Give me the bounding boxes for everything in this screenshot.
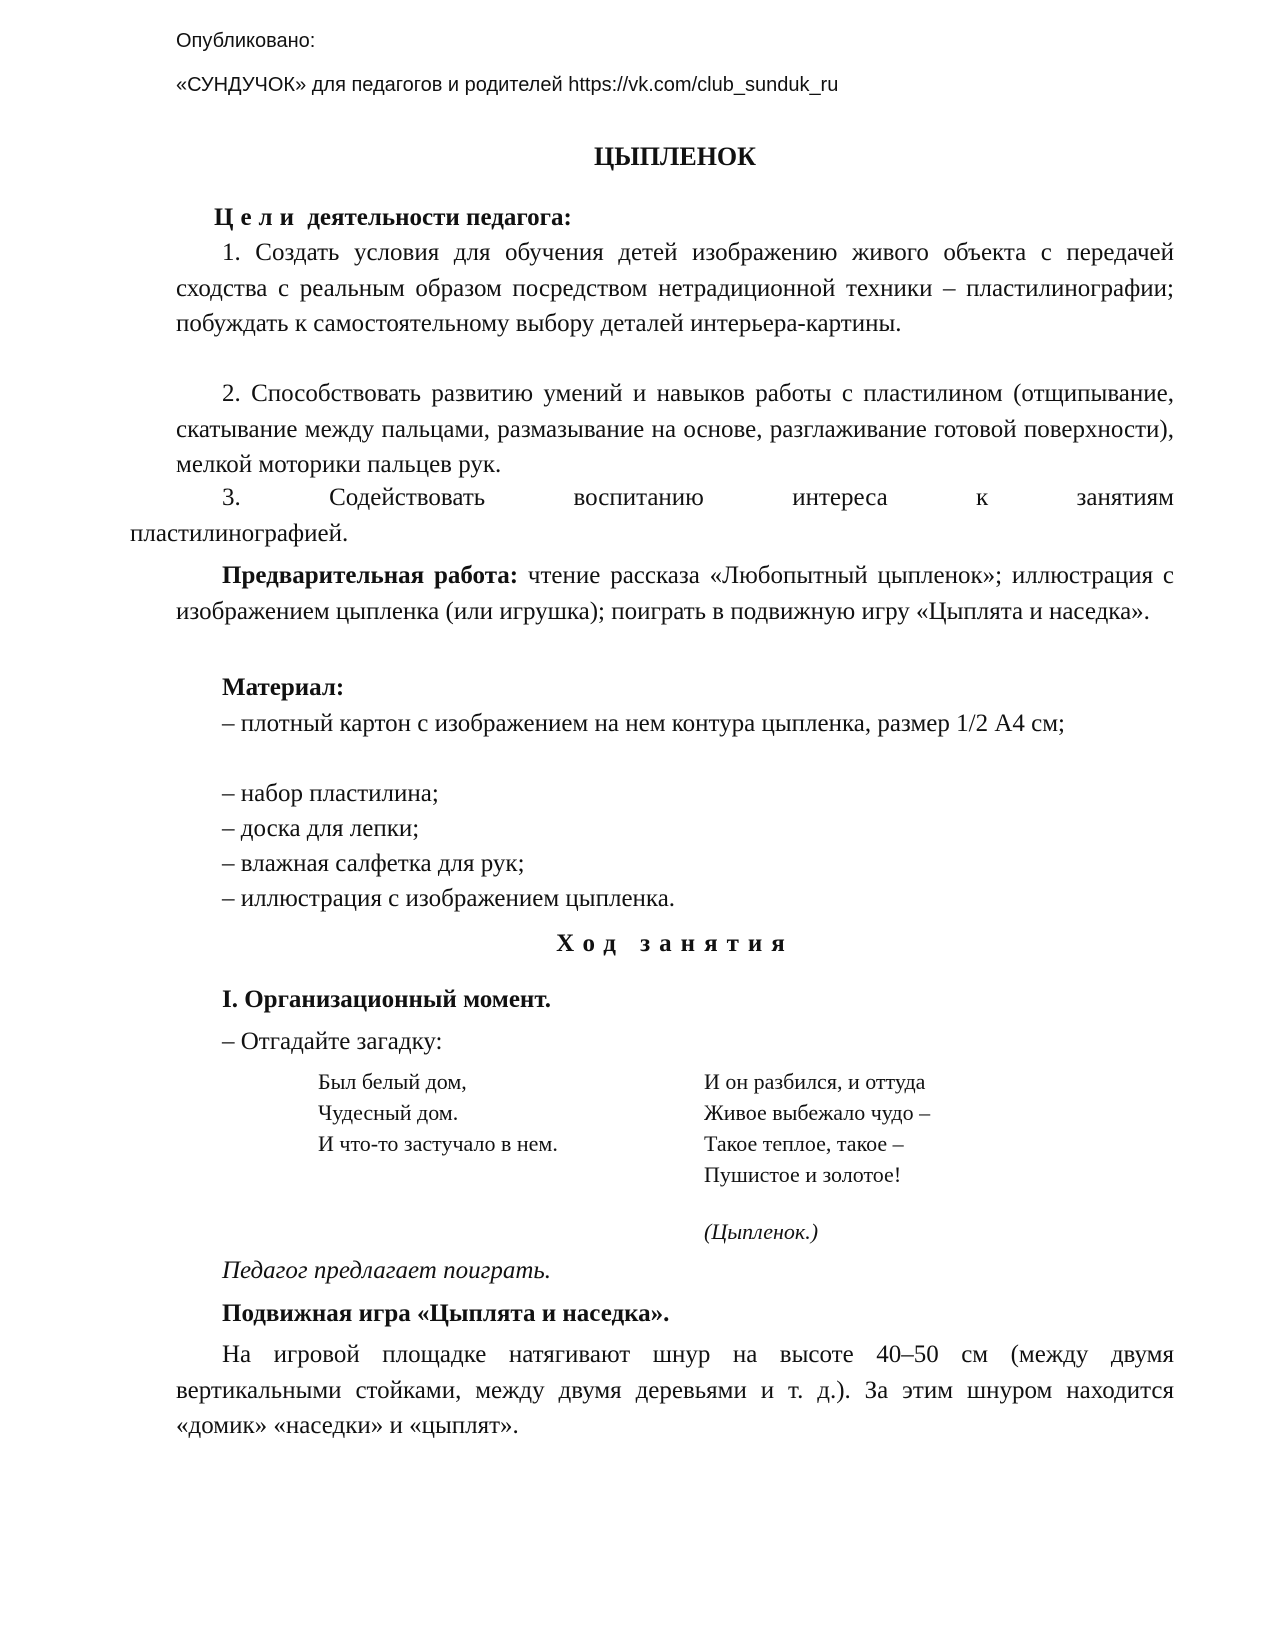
source-line: «СУНДУЧОК» для педагогов и родителей https://vk.com/club_sunduk_ru (176, 74, 839, 96)
preliminary-label: Предварительная работа: (222, 562, 519, 589)
riddle-right-line: Такое теплое, такое – (704, 1131, 904, 1156)
riddle-left-stanza (318, 1066, 558, 1159)
riddle-right-stanza (704, 1066, 930, 1190)
teacher-offer: Педагог предлагает поиграть. (222, 1257, 552, 1284)
material-item-1: – плотный картон с изображением на нем контура цыпленка, размер 1/2 А4 см; (222, 710, 1065, 737)
material-item-2: – набор пластилина; (222, 780, 439, 807)
lesson-heading: Ход занятия (556, 930, 794, 957)
riddle-left-line: И что-то застучало в нем. (318, 1131, 558, 1156)
game-paragraph: На игровой площадке натягивают шнур на высоте 40–50 см (между двумя вертикальными стойками, между двумя деревьями и т. д.). За этим шнуром находится «домик» «наседки» и «цыплят». (176, 1341, 1174, 1439)
goal-item-3 (130, 480, 1174, 551)
riddle-answer: (Цыпленок.) (704, 1219, 819, 1244)
goal-item-2: 2. Способствовать развитию умений и навыков работы с пластилином (отщипывание, скатывание между пальцами, размазывание на основе, разглаживание готовой поверхности), мелкой моторики пальцев рук. (176, 380, 1174, 478)
goals-heading (176, 200, 1212, 236)
riddle-left-line: Чудесный дом. (318, 1100, 459, 1125)
section1-heading: I. Организационный момент. (222, 986, 551, 1013)
material-item-5: – иллюстрация с изображением цыпленка. (222, 885, 676, 912)
page-title: ЦЫПЛЕНОК (594, 142, 756, 171)
preliminary-text: чтение рассказа «Любопытный цыпленок»; иллюстрация с изображением цыпленка (или игрушка); поиграть в подвижную игру «Цыплята и наседка». (176, 562, 1174, 625)
goal-item-3-line1: 3. Содействовать воспитанию интереса к занятиям (222, 484, 1174, 511)
riddle-right-line: И он разбился, и оттуда (704, 1069, 926, 1094)
material-item-4: – влажная салфетка для рук; (222, 850, 525, 877)
goal-item-3-line2: пластилинографией. (130, 519, 349, 547)
material-item-3: – доска для лепки; (222, 815, 420, 842)
goals-heading-rest: деятельности педагога: (307, 204, 572, 231)
riddle-right-line: Живое выбежало чудо – (704, 1100, 931, 1125)
riddle-right-line: Пушистое и золотое! (704, 1162, 902, 1187)
goal-item-1: 1. Создать условия для обучения детей изображению живого объекта с передачей сходства с реальным образом посредством нетрадиционной техники – пластилинографии; побуждать к самостоятельному выбору деталей интерьера-картины. (176, 239, 1174, 337)
goals-heading-spaced: Цели (214, 204, 301, 231)
material-heading: Материал: (222, 674, 345, 701)
riddle-left-line: Был белый дом, (318, 1069, 467, 1094)
section1-prompt: – Отгадайте загадку: (222, 1028, 443, 1055)
game-heading: Подвижная игра «Цыплята и наседка». (222, 1300, 670, 1327)
preliminary-paragraph (176, 558, 1174, 629)
published-label: Опубликовано: (176, 30, 316, 52)
